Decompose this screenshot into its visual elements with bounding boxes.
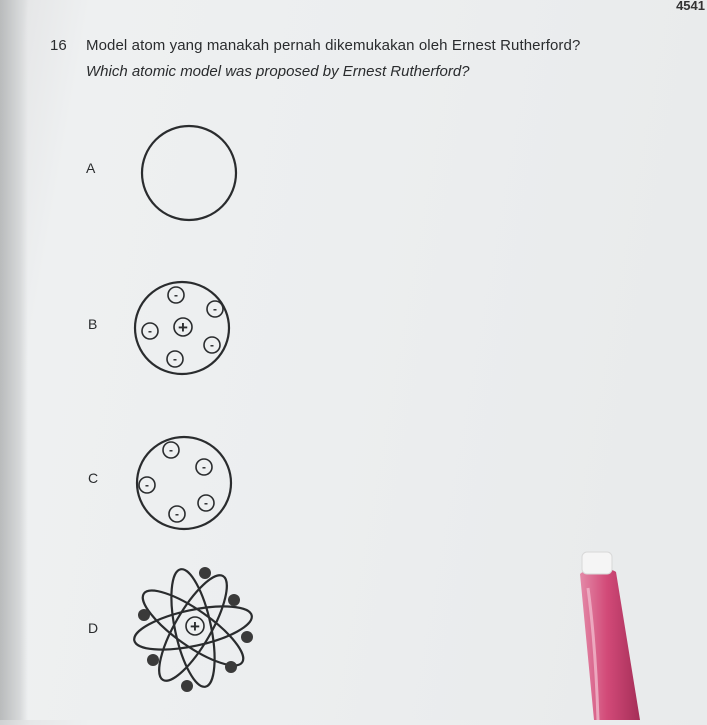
option-b-diagram[interactable] — [131, 279, 233, 379]
option-a-label[interactable]: A — [86, 160, 96, 176]
electron-dot — [138, 609, 150, 621]
page-edge-shadow — [0, 0, 28, 720]
pen-object — [568, 548, 648, 725]
electron-dot — [228, 594, 240, 606]
svg-text:-: - — [148, 324, 152, 338]
svg-text:-: - — [173, 352, 177, 366]
option-a-diagram[interactable] — [138, 122, 240, 224]
option-d-diagram[interactable] — [128, 563, 258, 693]
svg-text:-: - — [213, 302, 217, 316]
electron-dot — [225, 661, 237, 673]
electron-dot — [199, 567, 211, 579]
svg-text:-: - — [169, 443, 173, 457]
option-c-diagram[interactable] — [133, 433, 235, 533]
svg-text:-: - — [175, 507, 179, 521]
option-d-label[interactable]: D — [88, 620, 99, 636]
svg-text:-: - — [145, 478, 149, 492]
option-c-label[interactable]: C — [88, 470, 99, 486]
svg-text:+: + — [190, 617, 200, 636]
question-number: 16 — [50, 37, 67, 54]
exam-code: 4541 — [676, 0, 705, 13]
question-text-malay: Model atom yang manakah pernah dikemukakan oleh Ernest Rutherford? — [86, 37, 581, 54]
question-text-english: Which atomic model was proposed by Ernest Rutherford? — [86, 63, 470, 80]
svg-text:-: - — [210, 338, 214, 352]
svg-text:+: + — [178, 318, 188, 337]
sphere-outline — [142, 126, 236, 220]
electron-dot — [241, 631, 253, 643]
electron-dot — [147, 654, 159, 666]
svg-text:-: - — [174, 288, 178, 302]
svg-text:-: - — [202, 460, 206, 474]
pen-cap — [582, 552, 612, 574]
electron-dot — [181, 680, 193, 692]
option-b-label[interactable]: B — [88, 316, 98, 332]
svg-text:-: - — [204, 496, 208, 510]
